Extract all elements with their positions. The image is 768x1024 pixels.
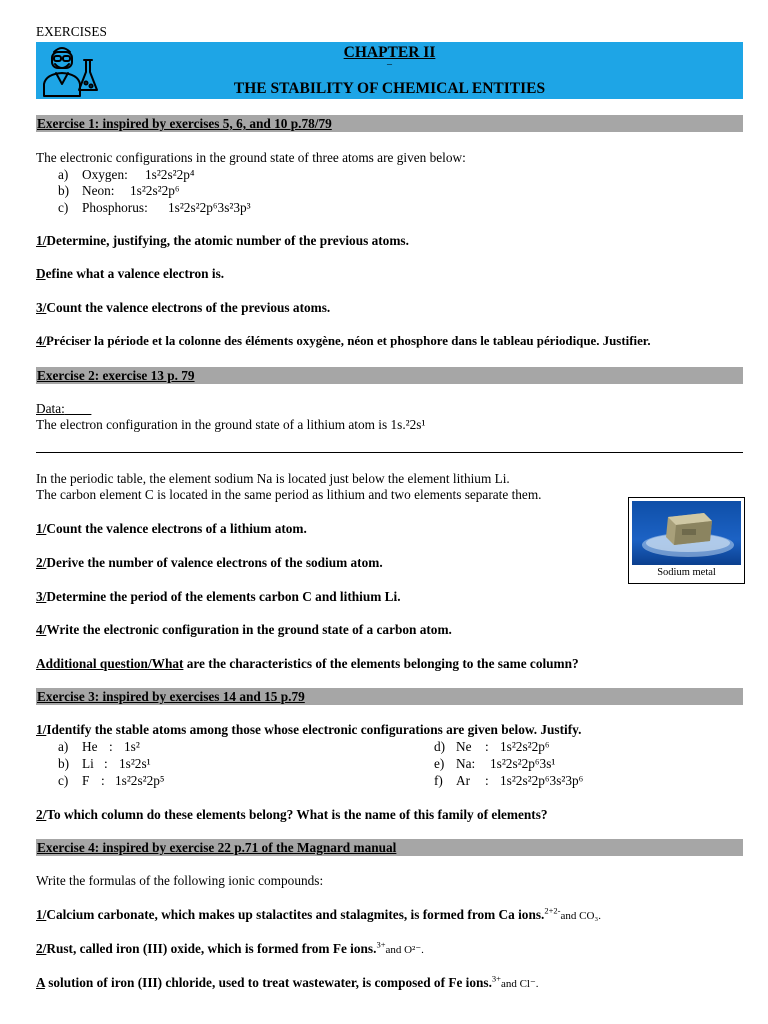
ex2-paragraph-1: In the periodic table, the element sodium Na is located just below the element lithium Li. bbox=[36, 471, 510, 486]
ex3-question-2: 2/To which column do these elements belong? What is the name of this family of elements? bbox=[36, 807, 548, 822]
ex3-item-name: Li bbox=[82, 756, 94, 771]
exercise-4-heading: Exercise 4: inspired by exercise 22 p.71 of the Magnard manual bbox=[36, 839, 743, 856]
ex3-item-marker: e) bbox=[434, 756, 445, 771]
ex1-item-marker: c) bbox=[58, 200, 69, 215]
ex3-item-marker: b) bbox=[58, 756, 70, 771]
ex2-question-2: 2/Derive the number of valence electrons of the sodium atom. bbox=[36, 555, 383, 570]
ex3-item-sep: : bbox=[104, 756, 108, 771]
ex1-question-4: 4/Préciser la période et la colonne des éléments oxygène, néon et phosphore dans le tableau périodique. Justifier. bbox=[36, 334, 651, 348]
ex2-data-line: The electron configuration in the ground state of a lithium atom is 1s.²2s¹ bbox=[36, 417, 426, 432]
ex1-item-name: Neon: bbox=[82, 183, 115, 198]
ex1-item-config: 1s²2s²2p⁶ bbox=[130, 183, 180, 198]
sodium-image bbox=[632, 501, 741, 565]
ex1-item-marker: a) bbox=[58, 167, 69, 182]
chapter-subtitle: THE STABILITY OF CHEMICAL ENTITIES bbox=[233, 80, 546, 97]
ex3-item-config: 1s²2s²2p⁵ bbox=[115, 773, 165, 788]
ex3-item-marker: d) bbox=[434, 739, 446, 754]
sodium-dish-icon bbox=[632, 501, 741, 565]
photo-caption: Sodium metal bbox=[657, 567, 716, 578]
ex1-intro: The electronic configurations in the ground state of three atoms are given below: bbox=[36, 150, 466, 165]
ex3-item-sep: : bbox=[485, 773, 489, 788]
ex1-item-config: 1s²2s²2p⁴ bbox=[145, 167, 195, 182]
ex3-item-config: 1s²2s¹ bbox=[119, 756, 151, 771]
ex3-item-name: He bbox=[82, 739, 98, 754]
ex4-intro: Write the formulas of the following ionic compounds: bbox=[36, 873, 324, 888]
ex3-item-sep: : bbox=[109, 739, 113, 754]
scientist-icon bbox=[36, 42, 102, 99]
ex3-item-config: 1s²2s²2p⁶3s¹ bbox=[490, 756, 556, 771]
ex3-item-name: Na: bbox=[456, 756, 476, 771]
ex3-item-marker: a) bbox=[58, 739, 69, 754]
header-label: EXERCISES bbox=[36, 24, 107, 39]
ex4-question-1: 1/Calcium carbonate, which makes up stalactites and stalagmites, is formed from Ca ions.$^{2+2-}$and CO₃. bbox=[36, 905, 601, 922]
exercise-2-heading: Exercise 2: exercise 13 p. 79 bbox=[36, 367, 743, 384]
ex1-item-marker: b) bbox=[58, 183, 70, 198]
ex1-question-3: 3/Count the valence electrons of the previous atoms. bbox=[36, 300, 331, 315]
ex3-item-sep: : bbox=[485, 739, 489, 754]
ex1-question-1: 1/Determine, justifying, the atomic number of the previous atoms. bbox=[36, 233, 409, 248]
ex3-question-1: 1/Identify the stable atoms among those whose electronic configurations are given below. Justify. bbox=[36, 722, 582, 737]
ex3-item-sep: : bbox=[101, 773, 105, 788]
ex3-item-name: Ne bbox=[456, 739, 472, 754]
sodium-metal-photo bbox=[628, 497, 745, 584]
exercise-3-heading: Exercise 3: inspired by exercises 14 and 15 p.79 bbox=[36, 688, 743, 705]
exercise-1-heading: Exercise 1: inspired by exercises 5, 6, and 10 p.78/79 bbox=[36, 115, 743, 132]
ex1-item-config: 1s²2s²2p⁶3s²3p³ bbox=[168, 200, 251, 215]
divider bbox=[36, 452, 743, 453]
ex2-question-5: Additional question/What are the characteristics of the elements belonging to the same column? bbox=[36, 656, 579, 671]
ex3-item-config: 1s²2s²2p⁶3s²3p⁶ bbox=[500, 773, 584, 788]
ex3-item-marker: c) bbox=[58, 773, 69, 788]
ex4-question-3: A solution of iron (III) chloride, used to treat wastewater, is composed of Fe ions.$^{3+}$and Cl⁻. bbox=[36, 973, 539, 990]
chapter-title: CHAPTER II bbox=[343, 44, 436, 61]
ex3-item-marker: f) bbox=[434, 773, 443, 788]
ex2-data-label: Data: bbox=[36, 401, 65, 416]
ex4-question-2: 2/Rust, called iron (III) oxide, which is formed from Fe ions.$^{3+}$and O²⁻. bbox=[36, 939, 424, 956]
ex3-item-name: Ar bbox=[456, 773, 471, 788]
ex1-item-name: Phosphorus: bbox=[82, 200, 148, 215]
ex2-question-3: 3/Determine the period of the elements carbon C and lithium Li. bbox=[36, 589, 401, 604]
banner-dash: – bbox=[387, 59, 392, 70]
ex2-question-1: 1/Count the valence electrons of a lithium atom. bbox=[36, 521, 307, 536]
ex3-item-config: 1s² bbox=[124, 739, 140, 754]
ex3-item-config: 1s²2s²2p⁶ bbox=[500, 739, 550, 754]
ex1-question-2: Define what a valence electron is. bbox=[36, 266, 225, 281]
ex2-paragraph-2: The carbon element C is located in the same period as lithium and two elements separate them. bbox=[36, 487, 542, 502]
ex1-item-name: Oxygen: bbox=[82, 167, 128, 182]
ex2-question-4: 4/Write the electronic configuration in the ground state of a carbon atom. bbox=[36, 622, 452, 637]
chapter-banner bbox=[36, 42, 743, 99]
ex3-item-name: F bbox=[82, 773, 90, 788]
